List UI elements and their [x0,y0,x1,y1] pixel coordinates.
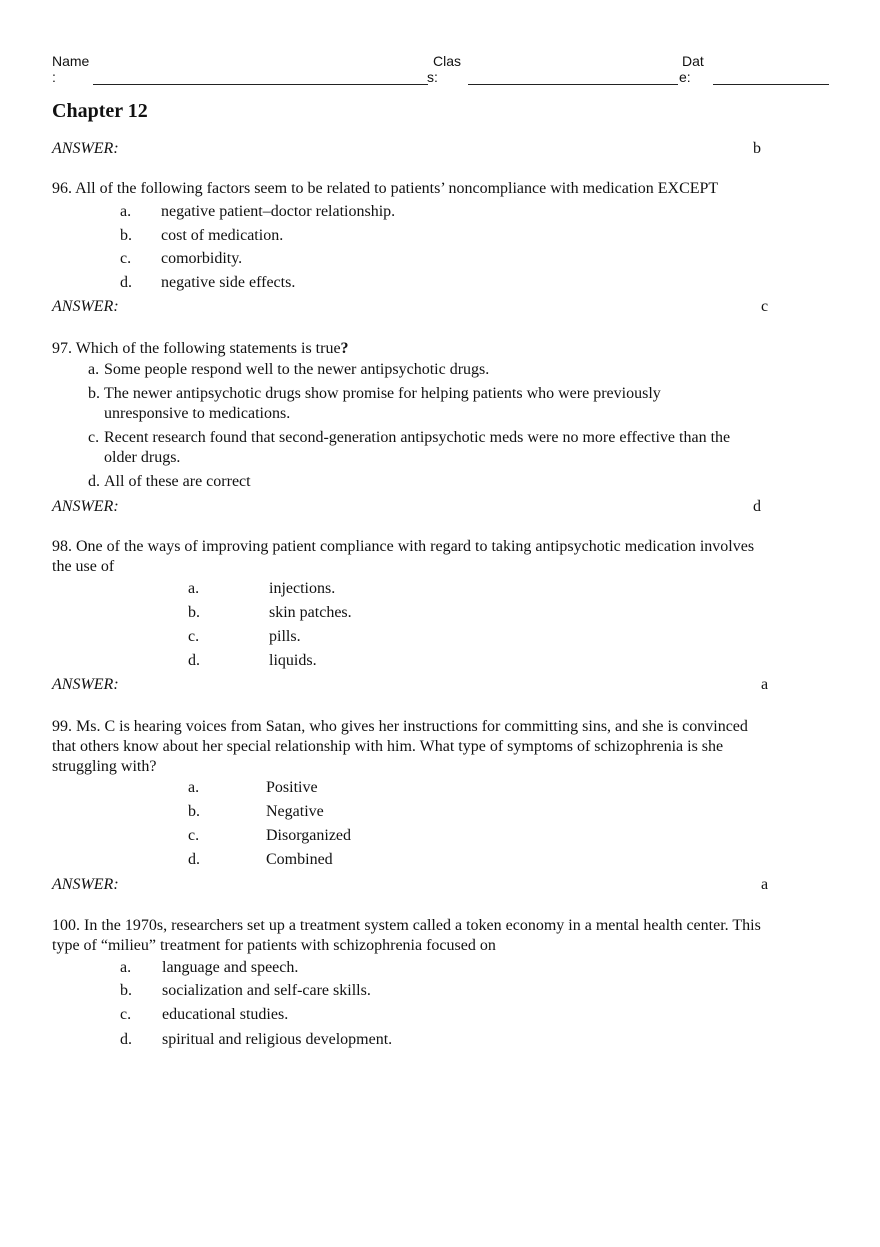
option-text: comorbidity. [161,250,243,267]
option-text: Combined [266,851,333,868]
option-letter: a. [120,959,132,976]
option-text: negative side effects. [161,274,296,291]
option-letter: c. [88,429,100,446]
option-letter: b. [188,803,200,820]
option-letter: d. [188,652,200,669]
question-stem: the use of [52,558,115,575]
option-text: skin patches. [269,604,352,621]
question-stem: type of “milieu” treatment for patients with schizophrenia focused on [52,937,496,954]
answer-value: c [761,298,769,315]
option-letter: c. [188,827,200,844]
question-stem: that others know about her special relationship with him. What type of symptoms of schizophrenia is she [52,738,724,755]
option-letter: a. [88,361,100,378]
option-text: Some people respond well to the newer antipsychotic drugs. [104,361,490,378]
option-text: Disorganized [266,827,352,844]
date-field[interactable] [713,84,829,85]
option-text: Positive [266,779,318,796]
answer-value: a [761,876,769,893]
option-letter: a. [188,580,200,597]
option-letter: d. [120,1031,132,1048]
option-letter: d. [88,473,100,490]
name-label: Name [52,53,90,69]
question-stem [52,339,349,359]
option-letter: c. [188,628,200,645]
option-letter: a. [120,203,132,220]
option-text-cont: unresponsive to medications. [104,405,291,422]
option-text: language and speech. [162,959,299,976]
option-text-cont: older drugs. [104,449,181,466]
option-letter: a. [188,779,200,796]
option-text: pills. [269,628,301,645]
name-label-colon: : [52,69,56,85]
answer-value: b [753,140,761,157]
option-letter: b. [188,604,200,621]
option-text: cost of medication. [161,227,284,244]
date-label-suffix: e: [679,69,691,85]
option-text: negative patient–doctor relationship. [161,203,396,220]
option-letter: b. [88,385,100,402]
option-text: All of these are correct [104,473,251,490]
question-stem-text: 97. Which of the following statements is true [52,340,341,357]
option-text: Negative [266,803,324,820]
answer-label: ANSWER: [52,298,119,315]
answer-label: ANSWER: [52,876,119,893]
option-text: liquids. [269,652,317,669]
option-text: The newer antipsychotic drugs show promise for helping patients who were previously [104,385,661,402]
question-stem: 98. One of the ways of improving patient compliance with regard to taking antipsychotic medication involves [52,538,755,555]
answer-value: a [761,676,769,693]
answer-value: d [753,498,761,515]
name-field[interactable] [93,84,428,85]
option-text: educational studies. [162,1006,289,1023]
class-field[interactable] [468,84,678,85]
answer-label: ANSWER: [52,498,119,515]
option-text: injections. [269,580,336,597]
option-letter: b. [120,227,132,244]
question-stem: 96. All of the following factors seem to be related to patients’ noncompliance with medication EXCEPT [52,180,719,197]
question-mark: ? [340,340,349,357]
answer-label: ANSWER: [52,140,119,157]
option-letter: d. [188,851,200,868]
option-letter: d. [120,274,132,291]
class-label: Clas [433,53,462,69]
date-label: Dat [682,53,704,69]
option-text: socialization and self-care skills. [162,982,371,999]
question-stem: struggling with? [52,758,157,775]
question-stem: 100. In the 1970s, researchers set up a treatment system called a token economy in a mental health center. This [52,917,761,934]
option-letter: c. [120,1006,132,1023]
option-letter: c. [120,250,132,267]
question-stem: 99. Ms. C is hearing voices from Satan, who gives her instructions for committing sins, and she is convinced [52,718,748,735]
option-text: Recent research found that second-generation antipsychotic meds were no more effective than the [104,429,731,446]
answer-label: ANSWER: [52,676,119,693]
option-text: spiritual and religious development. [162,1031,393,1048]
option-letter: b. [120,982,132,999]
chapter-title: Chapter 12 [52,100,148,122]
class-label-suffix: s: [427,69,438,85]
